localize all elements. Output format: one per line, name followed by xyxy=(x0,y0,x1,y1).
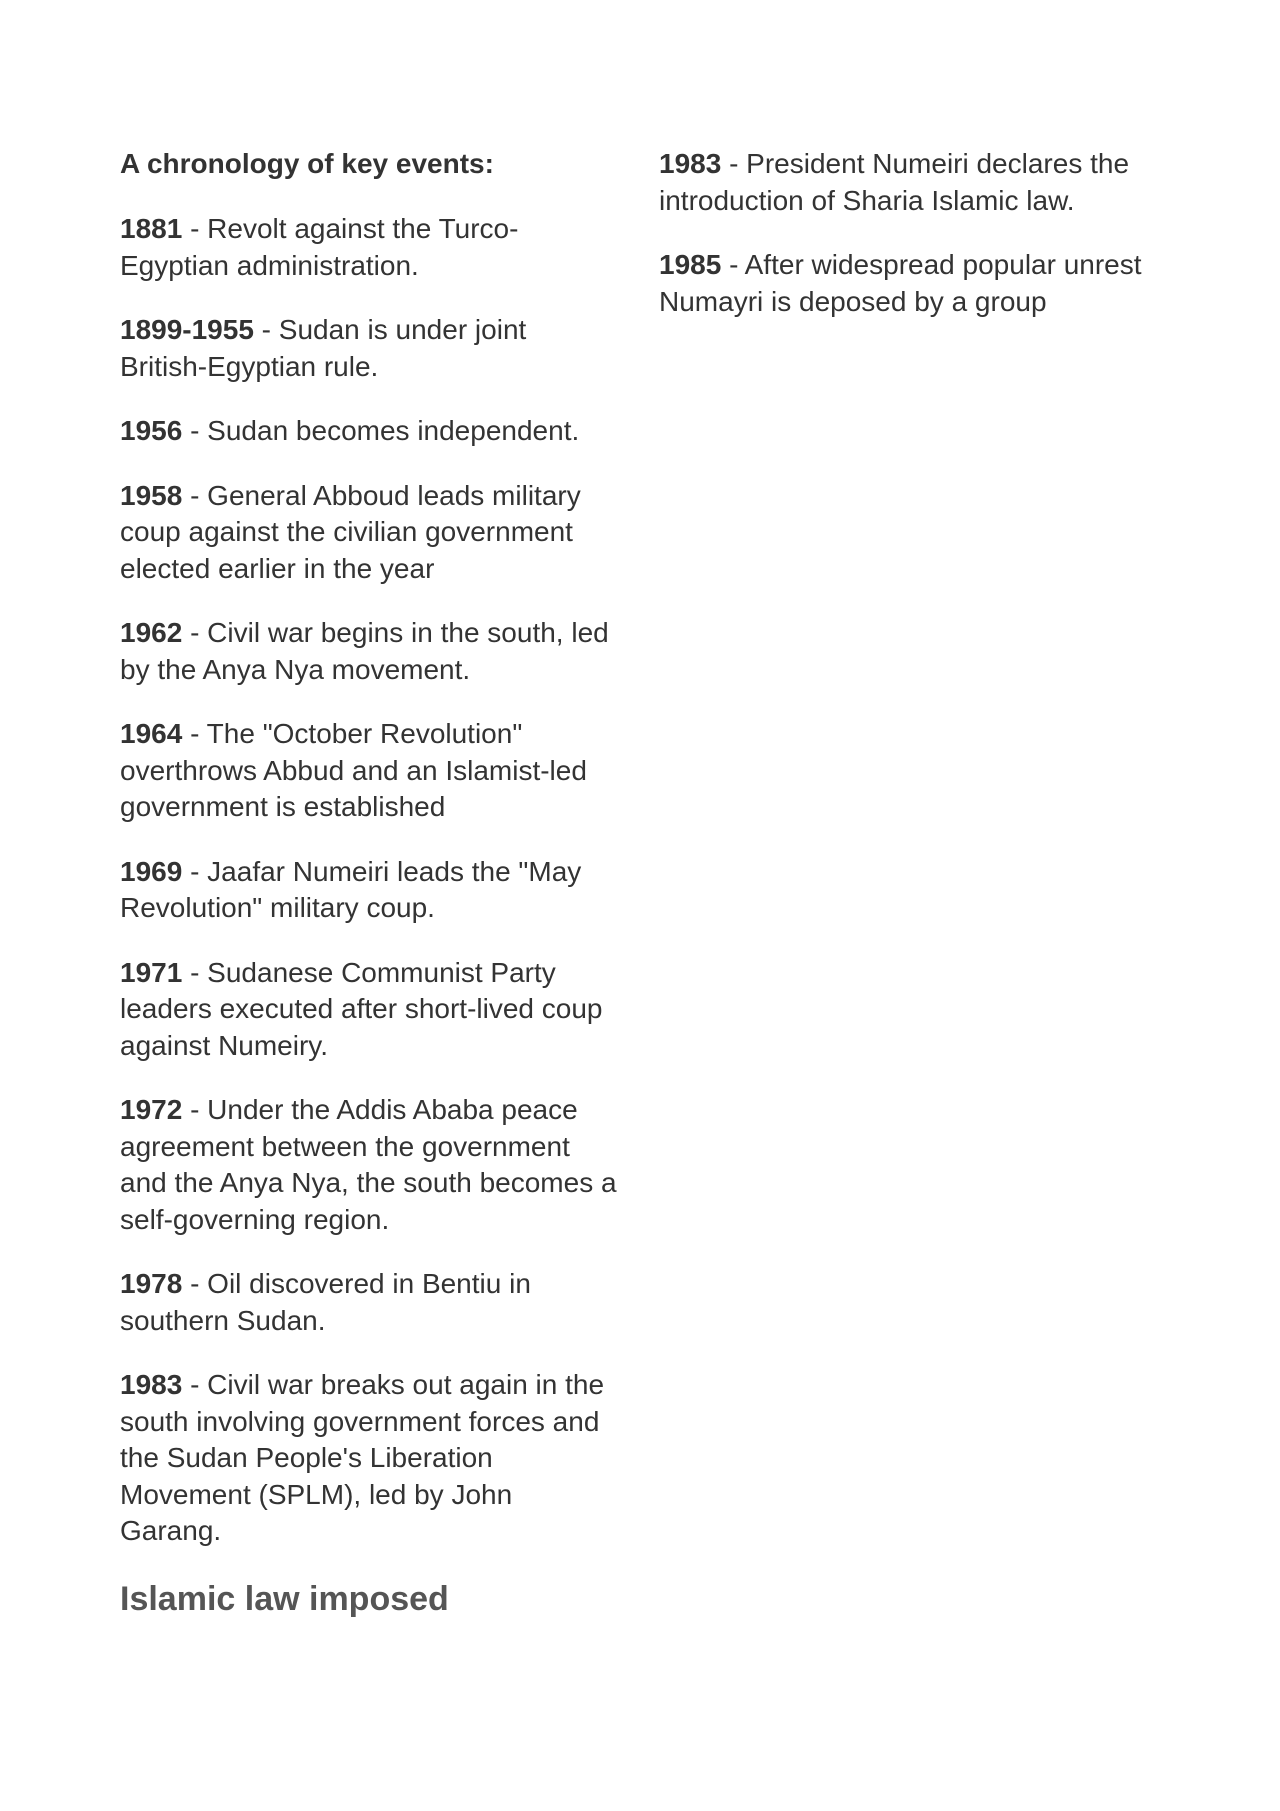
entry-year: 1964 xyxy=(120,718,183,749)
left-column xyxy=(120,146,620,1620)
entry-year: 1899-1955 xyxy=(120,314,254,345)
entry-year: 1978 xyxy=(120,1268,183,1299)
timeline-entry xyxy=(120,1266,620,1339)
timeline-entry xyxy=(120,1367,620,1550)
entry-year: 1956 xyxy=(120,415,183,446)
timeline-entry xyxy=(120,716,620,826)
entry-text: - Revolt against the Turco-Egyptian administration. xyxy=(120,213,519,281)
section-title: Islamic law imposed xyxy=(120,1579,449,1618)
timeline-entry xyxy=(120,955,620,1065)
entry-text: - Jaafar Numeiri leads the "May Revolution" military coup. xyxy=(120,855,582,923)
entry-year: 1972 xyxy=(120,1094,183,1125)
entry-year: 1983 xyxy=(120,1369,183,1400)
timeline-entry xyxy=(120,478,620,588)
entry-year: 1881 xyxy=(120,213,183,244)
timeline-entry xyxy=(120,413,620,450)
timeline-entry xyxy=(120,211,620,284)
timeline-entry xyxy=(120,854,620,927)
timeline-entry xyxy=(659,146,1159,219)
timeline-entry xyxy=(120,312,620,385)
entry-text: - Civil war breaks out again in the south involving government forces and the Sudan People's Liberation Movement (SPLM), led by John Garang. xyxy=(120,1369,605,1546)
entry-text: - Sudanese Communist Party leaders executed after short-lived coup against Numeiry. xyxy=(120,956,603,1061)
entry-year: 1962 xyxy=(120,617,183,648)
entry-year: 1983 xyxy=(659,148,722,179)
timeline-entry xyxy=(120,615,620,688)
entry-year: 1969 xyxy=(120,855,183,887)
entry-year: 1958 xyxy=(120,479,183,511)
entry-text: - President Numeiri declares the introduction of Sharia Islamic law. xyxy=(659,148,1130,216)
entry-text: - The "October Revolution" overthrows Abbud and an Islamist-led government is established xyxy=(120,718,587,822)
entry-text: - Civil war begins in the south, led by the Anya Nya movement. xyxy=(120,617,609,685)
timeline-entry xyxy=(120,1092,620,1238)
timeline-entry xyxy=(659,247,1159,320)
entry-text: - Sudan becomes independent. xyxy=(182,415,580,446)
right-column xyxy=(659,146,1159,348)
entry-text: - General Abboud leads military coup against the civilian government elected earlier in the year xyxy=(120,479,581,584)
entry-text: - Under the Addis Ababa peace agreement between the government and the Anya Nya, the south becomes a self-governing region. xyxy=(120,1094,617,1235)
entry-year: 1971 xyxy=(120,956,183,988)
chronology-heading: A chronology of key events: xyxy=(120,148,494,179)
entry-year: 1985 xyxy=(659,249,722,280)
entry-text: - After widespread popular unrest Numayri is deposed by a group xyxy=(659,249,1142,317)
entry-text: - Oil discovered in Bentiu in southern Sudan. xyxy=(120,1268,531,1336)
entry-text: - Sudan is under joint British-Egyptian rule. xyxy=(120,314,527,382)
